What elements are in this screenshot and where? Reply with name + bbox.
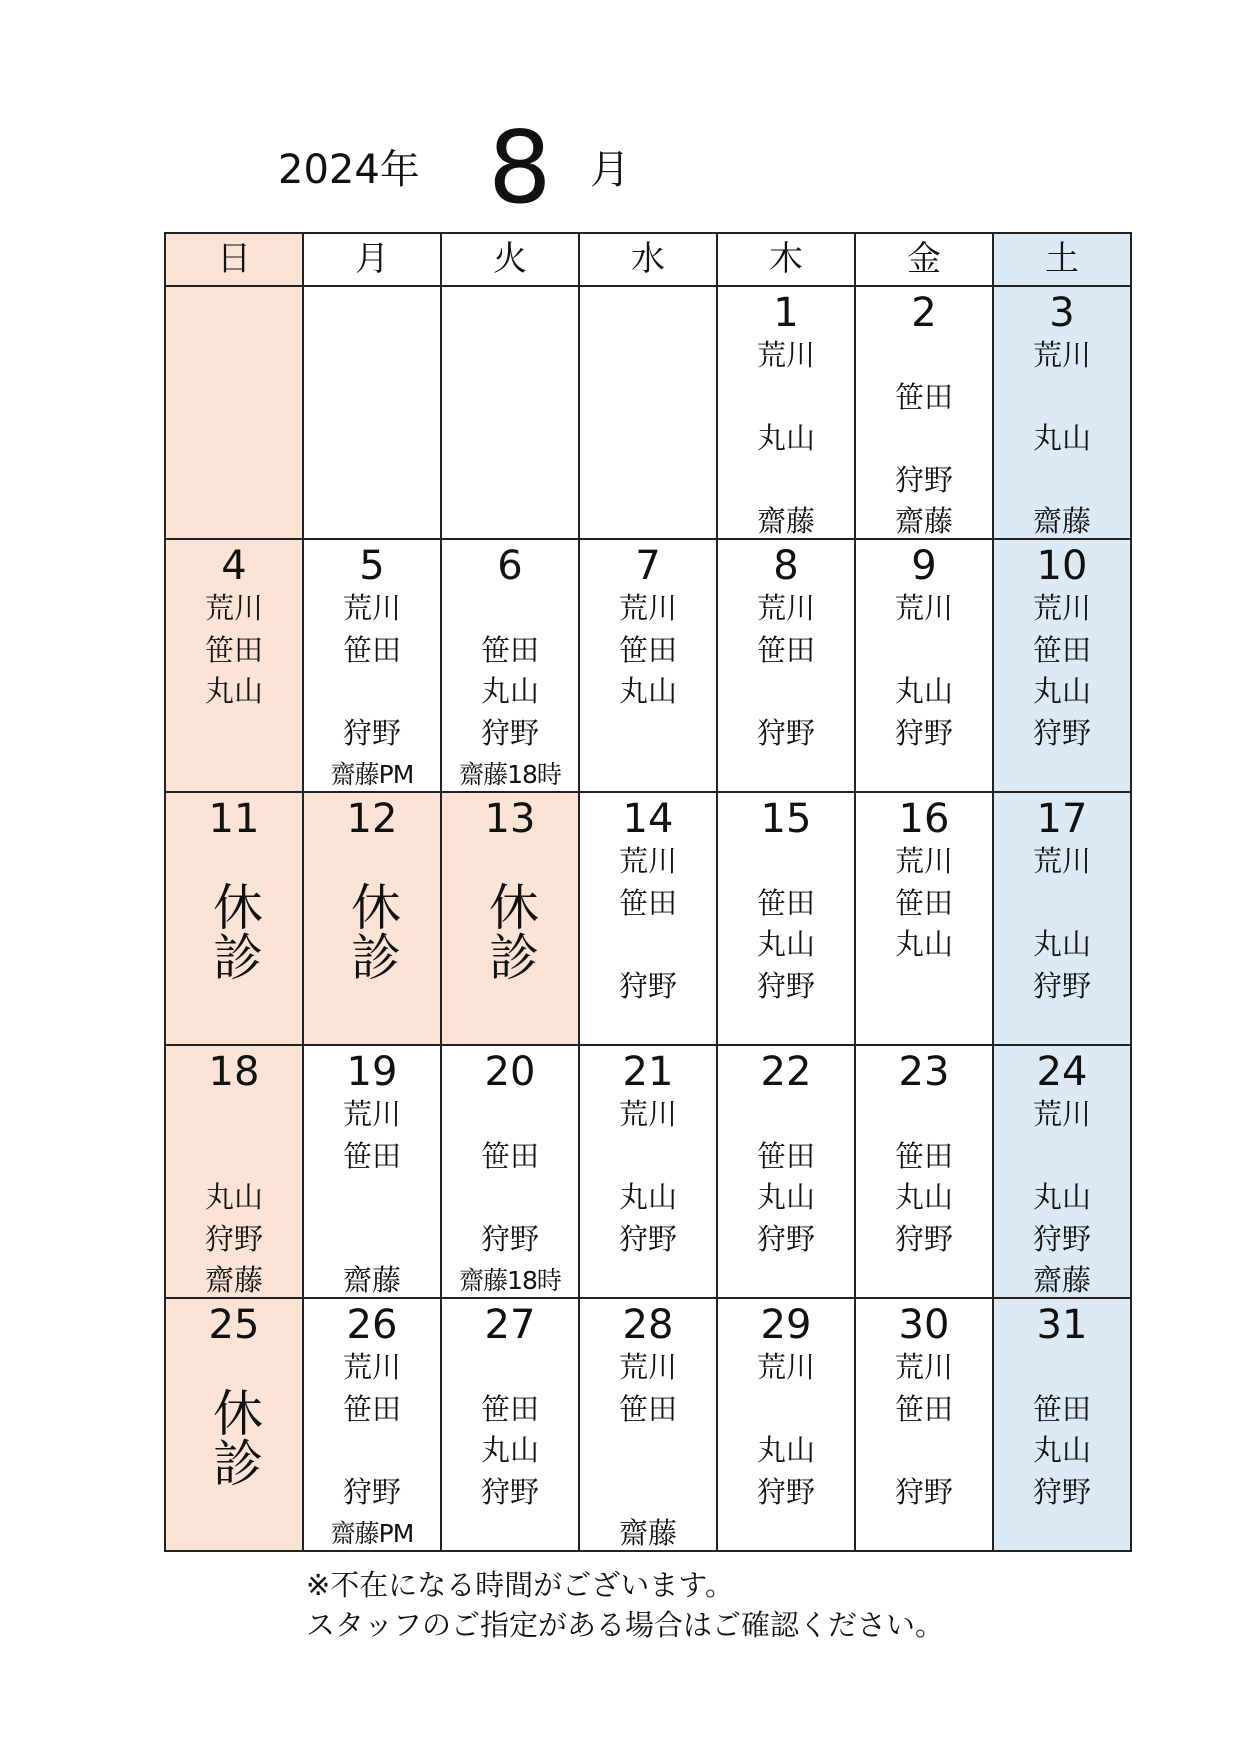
day-number: 9 [911, 543, 937, 589]
weekday-header-wednesday: 水 [579, 233, 717, 286]
day-number: 19 [346, 1049, 398, 1095]
day-number: 22 [760, 1049, 812, 1095]
staff-slot: 丸山 [894, 1180, 953, 1214]
closed-label: 休診 [481, 881, 539, 981]
day-number: 23 [898, 1049, 950, 1095]
staff-slot [442, 1177, 578, 1219]
staff-slot [166, 713, 302, 755]
staff-slot [856, 335, 992, 377]
staff-slot: 丸山 [756, 1180, 815, 1214]
day-cell [855, 286, 993, 539]
staff-slot [166, 501, 302, 543]
staff-slot [718, 1389, 854, 1431]
staff-slot: 齋藤 [756, 504, 815, 538]
staff-slot: 笹田 [894, 885, 953, 920]
staff-slot: 笹田 [618, 1391, 677, 1426]
staff-slot: 笹田 [480, 1138, 539, 1173]
staff-slot: 荒川 [1032, 1097, 1091, 1131]
staff-slot: 狩野 [1032, 1474, 1091, 1509]
staff-slot: 丸山 [480, 674, 539, 708]
staff-slot [580, 335, 716, 377]
staff-slot: 荒川 [618, 1350, 677, 1384]
staff-slot: 丸山 [480, 1433, 539, 1467]
staff-slot: 笹田 [618, 632, 677, 667]
staff-slot: 狩野 [1032, 715, 1091, 750]
staff-slot: 狩野 [480, 1474, 539, 1509]
staff-slot [994, 460, 1130, 502]
staff-slot: 荒川 [894, 844, 953, 878]
staff-slot [718, 841, 854, 883]
staff-slot [994, 883, 1130, 925]
day-cell [303, 539, 441, 792]
staff-slot: 狩野 [342, 1474, 401, 1509]
week-row [165, 1298, 1131, 1551]
day-number: 16 [898, 796, 950, 842]
staff-slot [856, 966, 992, 1008]
calendar-title [0, 109, 1240, 226]
staff-slot [994, 1007, 1130, 1049]
staff-slot: 狩野 [894, 462, 953, 497]
day-number: 27 [484, 1302, 536, 1348]
staff-slot [304, 377, 440, 419]
weekday-header-saturday: 土 [993, 233, 1131, 286]
day-number [304, 287, 440, 335]
day-cell [579, 539, 717, 792]
staff-slot: 荒川 [204, 591, 263, 625]
staff-slot [856, 1513, 992, 1555]
staff-slot: 狩野 [894, 1474, 953, 1509]
staff-slot: 丸山 [1032, 1180, 1091, 1214]
staff-slot [166, 754, 302, 796]
day-cell [579, 1298, 717, 1551]
staff-slot: 笹田 [756, 632, 815, 667]
staff-slot: 丸山 [894, 927, 953, 961]
staff-slot [442, 377, 578, 419]
calendar-grid [164, 232, 1132, 1552]
staff-slot: 荒川 [1032, 844, 1091, 878]
staff-slot: 齋藤 [1032, 1263, 1091, 1297]
staff-slot: 狩野 [1032, 968, 1091, 1003]
staff-slot [580, 1136, 716, 1178]
day-cell [717, 792, 855, 1045]
day-cell [165, 1045, 303, 1298]
staff-slot [442, 418, 578, 460]
staff-slot: 狩野 [1032, 1221, 1091, 1256]
staff-slot [442, 501, 578, 543]
day-number: 17 [1036, 796, 1088, 842]
staff-slot: 丸山 [1032, 674, 1091, 708]
staff-slot: 齋藤 [342, 1263, 401, 1297]
day-number: 4 [221, 543, 247, 589]
day-number: 6 [497, 543, 523, 589]
staff-slot [580, 713, 716, 755]
staff-slot [718, 1513, 854, 1555]
day-number: 13 [484, 796, 536, 842]
day-cell [165, 792, 303, 1045]
staff-slot [166, 460, 302, 502]
staff-slot [718, 671, 854, 713]
weekday-header-thursday: 木 [717, 233, 855, 286]
day-cell [165, 539, 303, 792]
day-number: 26 [346, 1302, 398, 1348]
staff-slot: 齋藤PM [330, 760, 414, 789]
staff-slot [580, 460, 716, 502]
staff-slot [718, 1260, 854, 1302]
staff-slot: 荒川 [756, 1350, 815, 1384]
day-cell [993, 286, 1131, 539]
staff-slot [718, 754, 854, 796]
week-row [165, 539, 1131, 792]
day-cell [441, 539, 579, 792]
day-cell [993, 792, 1131, 1045]
staff-slot: 丸山 [1032, 1433, 1091, 1467]
staff-slot: 齋藤 [204, 1263, 263, 1297]
staff-slot [580, 1007, 716, 1049]
staff-slot [442, 460, 578, 502]
day-cell [855, 539, 993, 792]
staff-slot: 齋藤 [618, 1516, 677, 1550]
staff-slot [304, 418, 440, 460]
staff-slot: 荒川 [618, 1097, 677, 1131]
day-cell [993, 539, 1131, 792]
staff-slot [166, 1094, 302, 1136]
day-number: 8 [773, 543, 799, 589]
month-label: 月 [590, 147, 630, 193]
closed-label: 休診 [205, 881, 263, 981]
staff-slot: 狩野 [342, 715, 401, 750]
weekday-header-sunday: 日 [165, 233, 303, 286]
day-number: 1 [773, 290, 799, 336]
staff-slot: 狩野 [204, 1221, 263, 1256]
staff-slot [166, 1136, 302, 1178]
staff-slot: 齋藤18時 [459, 1266, 561, 1295]
day-number: 28 [622, 1302, 674, 1348]
staff-slot: 笹田 [1032, 632, 1091, 667]
day-number: 11 [208, 796, 260, 842]
closed-label: 休診 [205, 1387, 263, 1487]
staff-slot [580, 924, 716, 966]
staff-slot [166, 418, 302, 460]
staff-slot: 荒川 [894, 1350, 953, 1384]
day-number: 7 [635, 543, 661, 589]
year-label: 2024年 [278, 147, 420, 193]
staff-slot: 笹田 [342, 632, 401, 667]
staff-slot: 笹田 [618, 885, 677, 920]
day-cell [579, 286, 717, 539]
staff-slot: 狩野 [618, 968, 677, 1003]
day-cell [303, 1045, 441, 1298]
staff-slot: 荒川 [618, 591, 677, 625]
day-cell [717, 539, 855, 792]
staff-slot: 丸山 [1032, 927, 1091, 961]
staff-slot [166, 335, 302, 377]
day-cell [165, 1298, 303, 1551]
staff-slot [304, 335, 440, 377]
staff-slot: 狩野 [894, 715, 953, 750]
staff-slot [718, 1007, 854, 1049]
day-cell [579, 792, 717, 1045]
staff-slot [856, 1007, 992, 1049]
staff-slot: 荒川 [342, 591, 401, 625]
staff-slot: 丸山 [618, 674, 677, 708]
staff-slot [304, 671, 440, 713]
staff-slot: 丸山 [204, 1180, 263, 1214]
day-cell [441, 286, 579, 539]
staff-slot: 丸山 [756, 421, 815, 455]
staff-slot: 荒川 [618, 844, 677, 878]
staff-slot [304, 501, 440, 543]
staff-slot: 丸山 [894, 674, 953, 708]
staff-slot: 笹田 [204, 632, 263, 667]
staff-slot: 荒川 [342, 1097, 401, 1131]
day-number: 29 [760, 1302, 812, 1348]
day-number: 25 [208, 1302, 260, 1348]
staff-slot: 荒川 [756, 591, 815, 625]
notes [306, 1565, 944, 1645]
staff-slot [718, 1094, 854, 1136]
staff-slot [994, 377, 1130, 419]
day-number: 12 [346, 796, 398, 842]
staff-slot [856, 754, 992, 796]
day-cell [993, 1298, 1131, 1551]
staff-slot: 笹田 [894, 1391, 953, 1426]
staff-slot [442, 1347, 578, 1389]
staff-slot: 笹田 [1032, 1391, 1091, 1426]
weekday-header-monday: 月 [303, 233, 441, 286]
day-number: 14 [622, 796, 674, 842]
staff-slot: 笹田 [894, 1138, 953, 1173]
month-number: 8 [488, 109, 552, 226]
day-cell [855, 1298, 993, 1551]
day-number: 5 [359, 543, 385, 589]
day-number: 31 [1036, 1302, 1088, 1348]
staff-slot [304, 460, 440, 502]
day-cell [303, 792, 441, 1045]
note-line: スタッフのご指定がある場合はご確認ください。 [306, 1608, 945, 1642]
staff-slot [580, 377, 716, 419]
day-number: 30 [898, 1302, 950, 1348]
day-cell [441, 1045, 579, 1298]
day-cell [303, 286, 441, 539]
week-row [165, 1045, 1131, 1298]
staff-slot: 笹田 [894, 379, 953, 414]
weekday-header-row [165, 233, 1131, 286]
staff-slot: 丸山 [756, 927, 815, 961]
staff-slot: 笹田 [342, 1138, 401, 1173]
staff-slot: 笹田 [342, 1391, 401, 1426]
day-number [166, 287, 302, 335]
staff-slot [856, 1430, 992, 1472]
staff-slot: 齋藤18時 [459, 760, 561, 789]
staff-slot [442, 1513, 578, 1555]
staff-slot: 齋藤 [1032, 504, 1091, 538]
staff-slot: 丸山 [204, 674, 263, 708]
staff-slot: 狩野 [756, 968, 815, 1003]
day-cell [717, 286, 855, 539]
staff-slot [856, 630, 992, 672]
staff-slot [166, 377, 302, 419]
day-cell [165, 286, 303, 539]
day-number: 10 [1036, 543, 1088, 589]
week-row [165, 792, 1131, 1045]
staff-slot [994, 1347, 1130, 1389]
staff-slot [442, 588, 578, 630]
staff-slot [994, 1513, 1130, 1555]
day-cell [855, 1045, 993, 1298]
staff-slot: 狩野 [480, 715, 539, 750]
day-cell [717, 1298, 855, 1551]
staff-slot: 丸山 [618, 1180, 677, 1214]
staff-slot [580, 1430, 716, 1472]
staff-slot [304, 1177, 440, 1219]
day-number [442, 287, 578, 335]
staff-slot: 荒川 [1032, 338, 1091, 372]
day-cell [993, 1045, 1131, 1298]
staff-slot [718, 377, 854, 419]
day-number: 21 [622, 1049, 674, 1095]
note-line: ※不在になる時間がございます。 [306, 1568, 734, 1602]
staff-slot: 荒川 [894, 591, 953, 625]
staff-slot [580, 418, 716, 460]
day-number: 3 [1049, 290, 1075, 336]
staff-slot: 狩野 [894, 1221, 953, 1256]
staff-slot: 丸山 [756, 1433, 815, 1467]
day-cell [303, 1298, 441, 1551]
staff-slot: 荒川 [756, 338, 815, 372]
day-number: 24 [1036, 1049, 1088, 1095]
staff-slot [304, 1219, 440, 1261]
staff-slot: 齋藤PM [330, 1519, 414, 1548]
staff-slot [580, 1472, 716, 1514]
day-number: 15 [760, 796, 812, 842]
staff-slot: 狩野 [480, 1221, 539, 1256]
staff-slot [718, 460, 854, 502]
staff-slot [580, 1260, 716, 1302]
day-number: 18 [208, 1049, 260, 1095]
staff-slot: 笹田 [480, 632, 539, 667]
staff-slot [580, 501, 716, 543]
staff-slot: 笹田 [756, 1138, 815, 1173]
day-cell [717, 1045, 855, 1298]
day-cell [579, 1045, 717, 1298]
staff-slot: 齋藤 [894, 504, 953, 538]
staff-slot [856, 1094, 992, 1136]
staff-slot [994, 1136, 1130, 1178]
staff-slot: 笹田 [756, 885, 815, 920]
staff-slot [304, 1430, 440, 1472]
day-number: 20 [484, 1049, 536, 1095]
staff-slot: 笹田 [480, 1391, 539, 1426]
staff-slot: 荒川 [1032, 591, 1091, 625]
day-cell [441, 792, 579, 1045]
staff-slot [442, 1094, 578, 1136]
day-number: 2 [911, 290, 937, 336]
staff-slot: 狩野 [756, 1474, 815, 1509]
weekday-header-friday: 金 [855, 233, 993, 286]
staff-slot: 狩野 [756, 715, 815, 750]
staff-slot [994, 754, 1130, 796]
day-number [580, 287, 716, 335]
staff-slot: 狩野 [756, 1221, 815, 1256]
staff-slot [442, 335, 578, 377]
week-row [165, 286, 1131, 539]
day-cell [855, 792, 993, 1045]
staff-slot [856, 1260, 992, 1302]
staff-slot [856, 418, 992, 460]
staff-slot: 丸山 [1032, 421, 1091, 455]
calendar-body [165, 286, 1131, 1551]
weekday-header-tuesday: 火 [441, 233, 579, 286]
staff-slot: 荒川 [342, 1350, 401, 1384]
staff-slot: 狩野 [618, 1221, 677, 1256]
day-cell [441, 1298, 579, 1551]
staff-slot [580, 754, 716, 796]
closed-label: 休診 [343, 881, 401, 981]
